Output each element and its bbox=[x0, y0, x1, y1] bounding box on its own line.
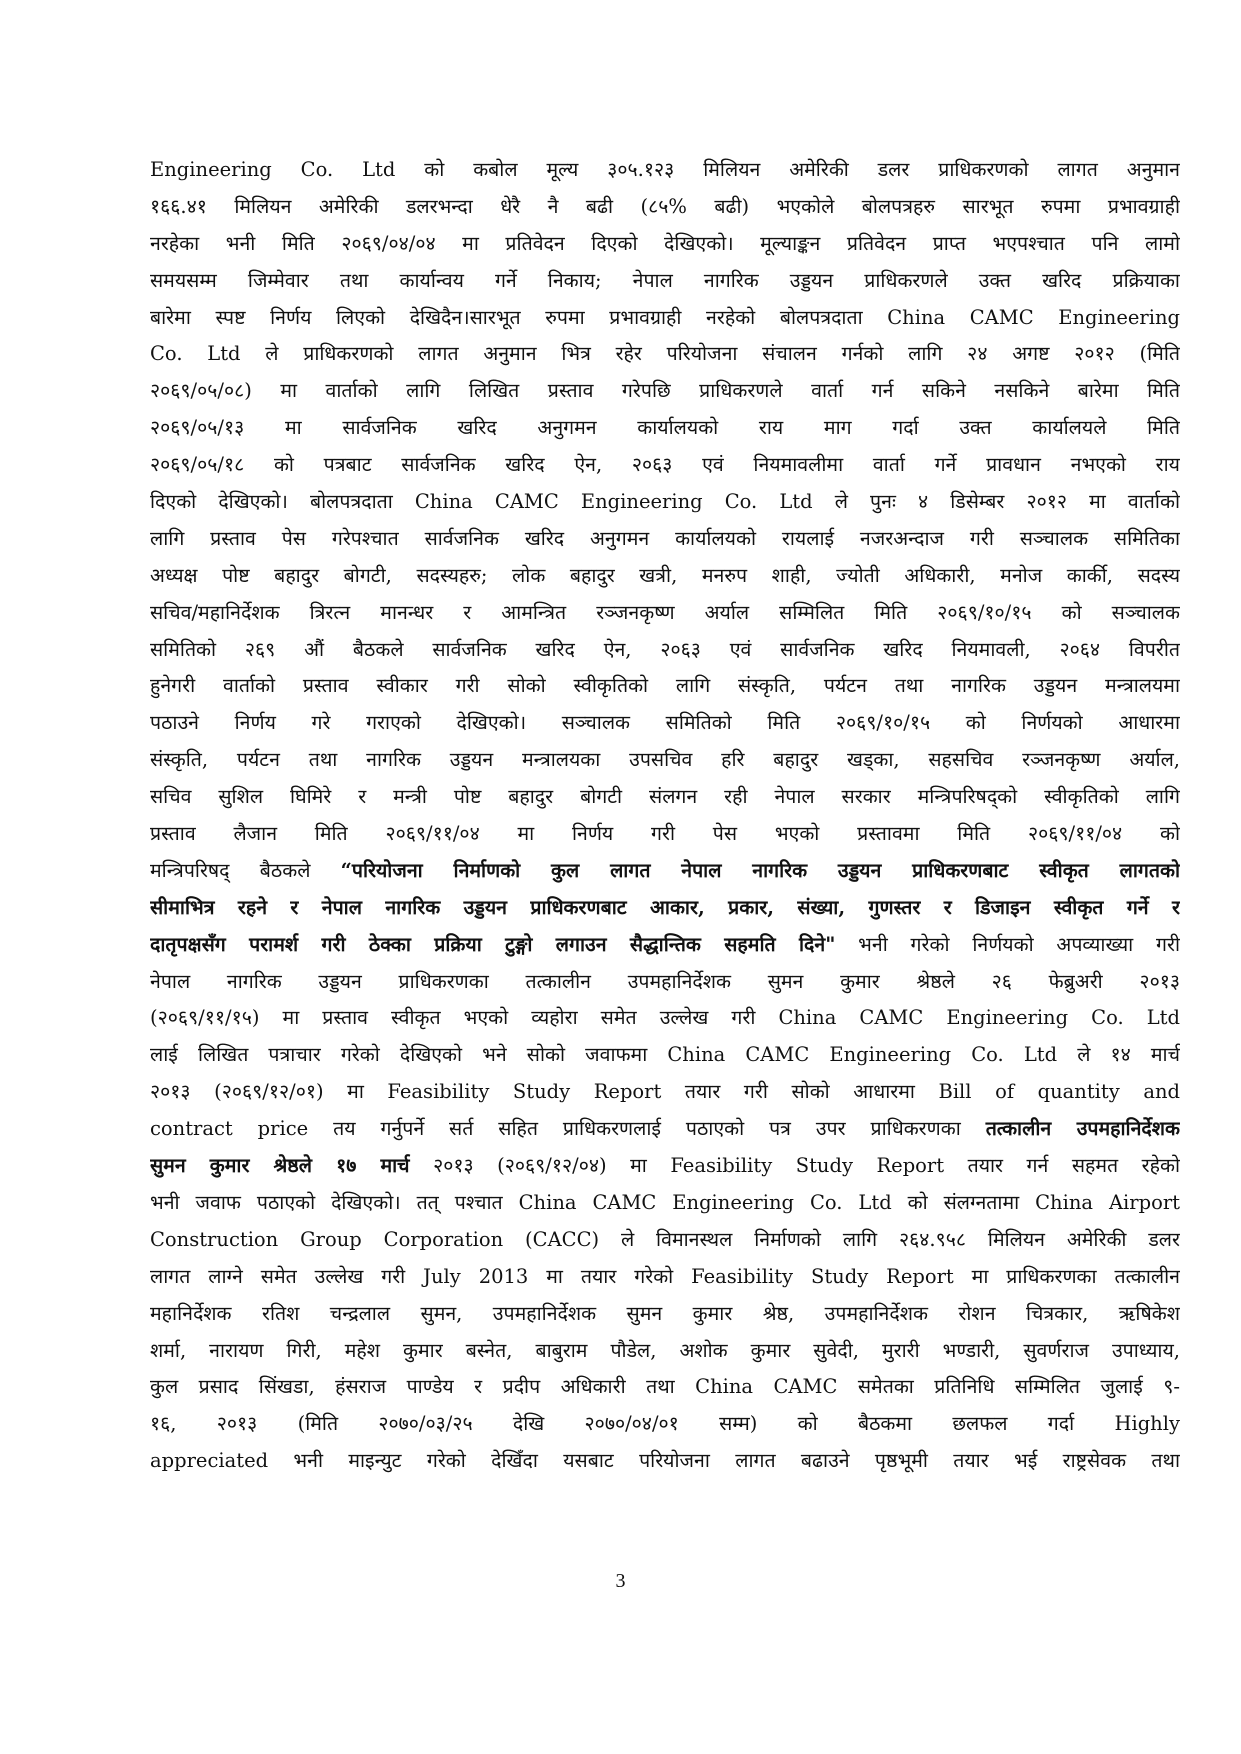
text-segment: समयसम्म जिम्मेवार तथा कार्यान्वय गर्ने निकाय; नेपाल नागरिक उड्डयन प्राधिकरणले उक्त खरिद प्रक्रियाका bbox=[150, 268, 1180, 292]
text-line bbox=[150, 1333, 1180, 1370]
text-line bbox=[150, 336, 1180, 373]
text-segment: सचिव/महानिर्देशक त्रिरत्न मानन्धर र आमन्त्रित रञ्जनकृष्ण अर्याल सम्मिलित मिति २०६९/१०/१५ को सञ्चालक bbox=[150, 600, 1180, 624]
text-line bbox=[150, 1369, 1180, 1406]
text-line bbox=[150, 595, 1180, 632]
text-segment: भनी गरेको निर्णयको अपव्याख्या गरी bbox=[835, 932, 1180, 956]
text-segment: नरहेका भनी मिति २०६९/०४/०४ मा प्रतिवेदन दिएको देखिएको। मूल्याङ्कन प्रतिवेदन प्राप्त भएपश्चात पनि लामो bbox=[150, 231, 1180, 255]
text-segment: Co. Ltd ले प्राधिकरणको लागत अनुमान भित्र रहेर परियोजना संचालन गर्नको लागि २४ अगष्ट २०१२ (मिति bbox=[150, 342, 1180, 366]
bold-text-segment: “परियोजना निर्माणको कुल लागत नेपाल नागरिक उड्डयन प्राधिकरणबाट स्वीकृत लागतको bbox=[340, 858, 1180, 882]
text-line bbox=[150, 705, 1180, 742]
bold-text-segment: सुमन कुमार श्रेष्ठले १७ मार्च bbox=[150, 1154, 410, 1178]
text-line bbox=[150, 742, 1180, 779]
text-segment: १६६.४१ मिलियन अमेरिकी डलरभन्दा धेरै नै बढी (८५% बढी) भएकोले बोलपत्रहरु सारभूत रुपमा प्रभावग्राही bbox=[150, 194, 1180, 218]
text-line bbox=[150, 779, 1180, 816]
text-segment: समितिको २६९ औं बैठकले सार्वजनिक खरिद ऐन, २०६३ एवं सार्वजनिक खरिद नियमावली, २०६४ विपरीत bbox=[150, 637, 1180, 661]
text-segment: भनी जवाफ पठाएको देखिएको। तत् पश्चात China CAMC Engineering Co. Ltd को संलग्नतामा China Airport bbox=[150, 1190, 1180, 1214]
text-segment: Construction Group Corporation (CACC) ले विमानस्थल निर्माणको लागि २६४.९५८ मिलियन अमेरिकी डलर bbox=[150, 1227, 1180, 1251]
text-line bbox=[150, 890, 1180, 927]
text-line bbox=[150, 668, 1180, 705]
text-segment: लाई लिखित पत्राचार गरेको देखिएको भने सोको जवाफमा China CAMC Engineering Co. Ltd ले १४ मार्च bbox=[150, 1043, 1180, 1067]
text-line bbox=[150, 927, 1180, 964]
text-line bbox=[150, 1259, 1180, 1296]
body-paragraph bbox=[150, 152, 1180, 1480]
text-line bbox=[150, 1406, 1180, 1443]
text-line bbox=[150, 521, 1180, 558]
text-line bbox=[150, 964, 1180, 1001]
text-line bbox=[150, 484, 1180, 521]
text-line bbox=[150, 816, 1180, 853]
text-segment: अध्यक्ष पोष्ट बहादुर बोगटी, सदस्यहरु; लोक बहादुर खत्री, मनरुप शाही, ज्योती अधिकारी, मनोज कार्की, सदस्य bbox=[150, 563, 1180, 587]
text-line bbox=[150, 1148, 1180, 1185]
text-segment: contract price तय गर्नुपर्ने सर्त सहित प्राधिकरणलाई पठाएको पत्र उपर प्राधिकरणका bbox=[150, 1117, 986, 1141]
text-segment: २०६९/०५/०८) मा वार्ताको लागि लिखित प्रस्ताव गरेपछि प्राधिकरणले वार्ता गर्न सकिने नसकिने बारेमा मिति bbox=[150, 379, 1180, 403]
text-line bbox=[150, 1000, 1180, 1037]
text-segment: मन्त्रिपरिषद् बैठकले bbox=[150, 858, 341, 882]
text-line bbox=[150, 853, 1180, 890]
text-segment: Engineering Co. Ltd को कबोल मूल्य ३०५.१२३ मिलियन अमेरिकी डलर प्राधिकरणको लागत अनुमान bbox=[150, 158, 1180, 181]
text-line bbox=[150, 152, 1180, 189]
text-segment: २०१३ (२०६९/१२/०४) मा Feasibility Study Report तयार गर्न सहमत रहेको bbox=[409, 1154, 1180, 1178]
text-line bbox=[150, 1037, 1180, 1074]
text-segment: प्रस्ताव लैजान मिति २०६९/११/०४ मा निर्णय गरी पेस भएको प्रस्तावमा मिति २०६९/११/०४ को bbox=[150, 822, 1180, 846]
text-segment: लागत लाग्ने समेत उल्लेख गरी July 2013 मा तयार गरेको Feasibility Study Report मा प्राधिकरणका तत्कालीन bbox=[150, 1264, 1180, 1288]
text-segment: लागि प्रस्ताव पेस गरेपश्चात सार्वजनिक खरिद अनुगमन कार्यालयको रायलाई नजरअन्दाज गरी सञ्चालक समितिका bbox=[150, 526, 1180, 550]
text-segment: संस्कृति, पर्यटन तथा नागरिक उड्डयन मन्त्रालयका उपसचिव हरि बहादुर खड्का, सहसचिव रञ्जनकृष्ण अर्याल, bbox=[150, 748, 1180, 772]
text-line bbox=[150, 300, 1180, 337]
text-line bbox=[150, 189, 1180, 226]
text-line bbox=[150, 558, 1180, 595]
text-line bbox=[150, 447, 1180, 484]
text-segment: शर्मा, नारायण गिरी, महेश कुमार बस्नेत, बाबुराम पौडेल, अशोक कुमार सुवेदी, मुरारी भण्डारी, सुवर्णराज उपाध्याय, bbox=[150, 1338, 1180, 1362]
text-segment: appreciated भनी माइन्युट गरेको देखिँदा यसबाट परियोजना लागत बढाउने पृष्ठभूमी तयार भई राष्ट्रसेवक तथा bbox=[150, 1449, 1180, 1473]
text-segment: महानिर्देशक रतिश चन्द्रलाल सुमन, उपमहानिर्देशक सुमन कुमार श्रेष्ठ, उपमहानिर्देशक रोशन चित्रकार, ऋषिकेश bbox=[150, 1301, 1180, 1325]
text-line bbox=[150, 373, 1180, 410]
text-segment: २०६९/०५/१८ को पत्रबाट सार्वजनिक खरिद ऐन, २०६३ एवं नियमावलीमा वार्ता गर्ने प्रावधान नभएको राय bbox=[150, 453, 1180, 477]
text-segment: पठाउने निर्णय गरे गराएको देखिएको। सञ्चालक समितिको मिति २०६९/१०/१५ को निर्णयको आधारमा bbox=[150, 711, 1180, 735]
text-line bbox=[150, 1296, 1180, 1333]
bold-text-segment: दातृपक्षसँग परामर्श गरी ठेक्का प्रक्रिया टुङ्गो लगाउन सैद्धान्तिक सहमति दिने" bbox=[150, 932, 836, 956]
text-line bbox=[150, 263, 1180, 300]
page-number: 3 bbox=[615, 1570, 626, 1592]
text-segment: दिएको देखिएको। बोलपत्रदाता China CAMC Engineering Co. Ltd ले पुनः ४ डिसेम्बर २०१२ मा वार्ताको bbox=[150, 490, 1180, 514]
text-segment: २०१३ (२०६९/१२/०१) मा Feasibility Study Report तयार गरी सोको आधारमा Bill of quantity and bbox=[150, 1080, 1180, 1104]
text-line bbox=[150, 1111, 1180, 1148]
text-line bbox=[150, 410, 1180, 447]
text-segment: बारेमा स्पष्ट निर्णय लिएको देखिदैन।सारभूत रुपमा प्रभावग्राही नरहेको बोलपत्रदाता China CAMC Engineering bbox=[150, 305, 1180, 329]
text-line bbox=[150, 1222, 1180, 1259]
text-segment: नेपाल नागरिक उड्डयन प्राधिकरणका तत्कालीन उपमहानिर्देशक सुमन कुमार श्रेष्ठले २६ फेब्रुअरी २०१३ bbox=[150, 969, 1180, 993]
bold-text-segment: तत्कालीन उपमहानिर्देशक bbox=[985, 1117, 1180, 1141]
text-segment: २०६९/०५/१३ मा सार्वजनिक खरिद अनुगमन कार्यालयको राय माग गर्दा उक्त कार्यालयले मिति bbox=[150, 416, 1180, 440]
text-segment: (२०६९/११/१५) मा प्रस्ताव स्वीकृत भएको व्यहोरा समेत उल्लेख गरी China CAMC Engineering Co. Ltd bbox=[150, 1006, 1180, 1030]
text-line bbox=[150, 1443, 1180, 1480]
text-line bbox=[150, 632, 1180, 669]
text-line bbox=[150, 1185, 1180, 1222]
text-line bbox=[150, 1074, 1180, 1111]
text-line bbox=[150, 226, 1180, 263]
text-segment: हुनेगरी वार्ताको प्रस्ताव स्वीकार गरी सोको स्वीकृतिको लागि संस्कृति, पर्यटन तथा नागरिक उड्डयन मन्त्रालयमा bbox=[150, 674, 1180, 698]
text-segment: १६, २०१३ (मिति २०७०/०३/२५ देखि २०७०/०४/०१ सम्म) को बैठकमा छलफल गर्दा Highly bbox=[150, 1412, 1180, 1436]
text-segment: कुल प्रसाद सिंखडा, हंसराज पाण्डेय र प्रदीप अधिकारी तथा China CAMC समेतका प्रतिनिधि सम्मिलित जुलाई ९- bbox=[150, 1375, 1180, 1399]
text-segment: सचिव सुशिल घिमिरे र मन्त्री पोष्ट बहादुर बोगटी संलगन रही नेपाल सरकार मन्त्रिपरिषद्को स्वीकृतिको लागि bbox=[150, 785, 1180, 809]
bold-text-segment: सीमाभित्र रहने र नेपाल नागरिक उड्डयन प्राधिकरणबाट आकार, प्रकार, संख्या, गुणस्तर र डिजाइन स्वीकृत गर्ने र bbox=[150, 895, 1180, 919]
